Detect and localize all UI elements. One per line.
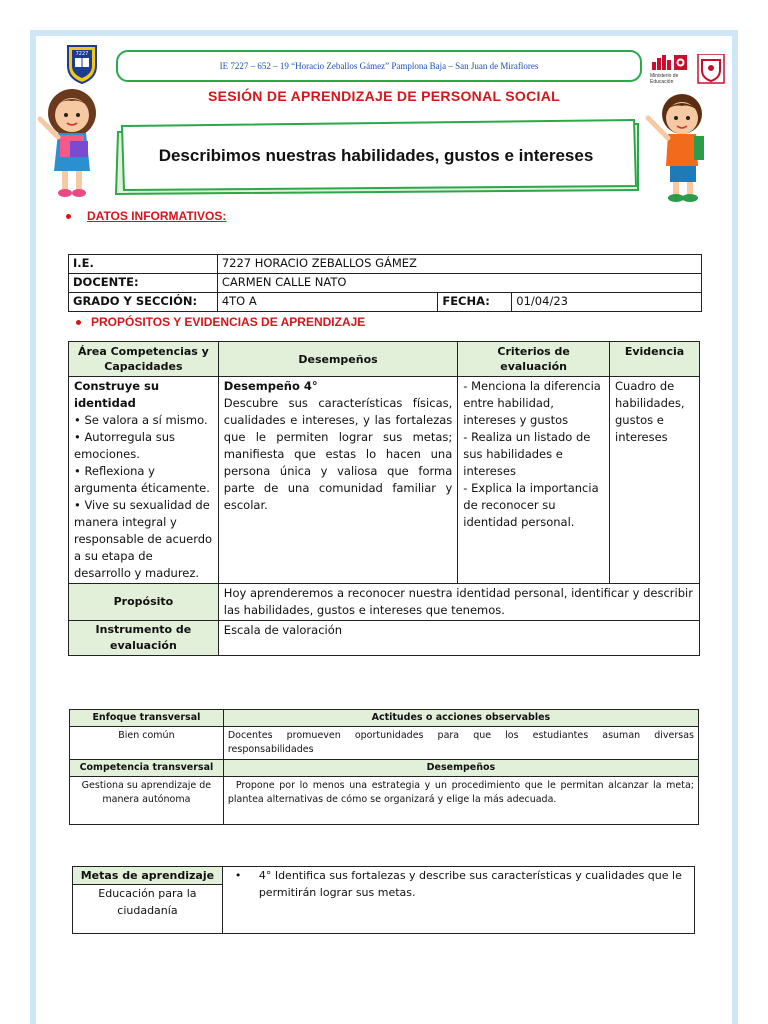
boy-illustration-icon	[638, 88, 714, 206]
evidencia-cell: Cuadro de habilidades, gustos e intereses	[610, 377, 700, 584]
criterios-header: Criterios de evaluación	[458, 342, 610, 377]
school-crest-icon	[66, 44, 98, 84]
capacidad-item: • Se valora a sí mismo.	[74, 413, 208, 427]
table-row	[69, 293, 702, 312]
table-header-row	[70, 760, 699, 777]
docente-label: DOCENTE:	[69, 274, 218, 293]
area-header: Área Competencias y Capacidades	[69, 342, 219, 377]
table-row	[69, 274, 702, 293]
desempeno-cell	[218, 377, 457, 584]
table-row	[70, 777, 699, 825]
table-row	[69, 584, 700, 621]
school-line: IE 7227 – 652 – 19 “Horacio Zeballos Gámez” Pamplona Baja – San Juan de Miraflores	[219, 61, 539, 71]
meta-cell	[222, 867, 694, 934]
school-header-bar	[116, 50, 642, 82]
competencia-cell	[69, 377, 219, 584]
capacidad-item: • Reflexiona y argumenta éticamente.	[74, 464, 210, 495]
docente-value: CARMEN CALLE NATO	[217, 274, 701, 293]
propositos-table	[68, 341, 700, 656]
desempeno-title: Desempeño 4°	[223, 379, 318, 393]
fecha-value: 01/04/23	[512, 293, 702, 312]
instrumento-label: Instrumento de evaluación	[69, 621, 219, 656]
criterio-item: - Explica la importancia de reconocer su identidad personal.	[463, 481, 599, 529]
enfoque-table	[69, 709, 699, 825]
info-table	[68, 254, 702, 312]
proposito-text: Hoy aprenderemos a reconocer nuestra identidad personal, identificar y describir las habilidades, gustos e intereses que tenemos.	[218, 584, 699, 621]
criterio-item: - Realiza un listado de sus habilidades e intereses	[463, 430, 591, 478]
criterios-cell	[458, 377, 610, 584]
competencia-title: Construye su identidad	[74, 379, 160, 410]
grado-value: 4TO A	[217, 293, 438, 312]
evidencia-header: Evidencia	[610, 342, 700, 377]
capacidad-item: • Vive su sexualidad de manera integral y responsable de acuerdo a su etapa de desarrollo y madurez.	[74, 498, 213, 580]
metas-header: Metas de aprendizaje	[73, 867, 223, 885]
session-subtitle: Describimos nuestras habilidades, gustos e intereses	[158, 146, 594, 165]
enfoque-header: Enfoque transversal	[70, 710, 224, 727]
instrumento-text: Escala de valoración	[218, 621, 699, 656]
meta-text: 4° Identifica sus fortalezas y describe sus características y cualidades que le permitirán lograr sus metas.	[258, 869, 682, 899]
meta-item	[234, 867, 686, 901]
enfoque-value: Bien común	[70, 727, 224, 760]
datos-heading-text: DATOS INFORMATIVOS:	[87, 209, 227, 223]
metas-area: Educación para la ciudadanía	[73, 885, 223, 934]
table-row	[69, 377, 700, 584]
bullet-icon	[76, 320, 81, 325]
table-header-row	[69, 342, 700, 377]
table-row	[73, 867, 695, 885]
bullet-icon	[66, 214, 71, 219]
ministerio-label: Ministerio de Educación	[650, 73, 679, 85]
criterio-item: - Menciona la diferencia entre habilidad, intereses y gustos	[463, 379, 601, 427]
table-row	[70, 727, 699, 760]
table-row	[69, 255, 702, 274]
bullet-icon: •	[234, 869, 242, 882]
competencia-transversal-header: Competencia transversal	[70, 760, 224, 777]
competencia-transversal-value: Gestiona su aprendizaje de manera autónoma	[70, 777, 224, 825]
desempenos-transversal-header: Desempeños	[223, 760, 698, 777]
table-row	[69, 621, 700, 656]
proposito-label: Propósito	[69, 584, 219, 621]
table-header-row	[70, 710, 699, 727]
fecha-label: FECHA:	[438, 293, 512, 312]
desempenos-header: Desempeños	[218, 342, 457, 377]
capacidad-item: • Autorregula sus emociones.	[74, 430, 175, 461]
actitudes-header: Actitudes o acciones observables	[223, 710, 698, 727]
ie-label: I.E.	[69, 255, 218, 274]
metas-table	[72, 866, 695, 934]
datos-heading	[66, 209, 226, 223]
ie-value: 7227 HORACIO ZEBALLOS GÁMEZ	[217, 255, 701, 274]
propositos-heading	[76, 315, 365, 329]
grado-label: GRADO Y SECCIÓN:	[69, 293, 218, 312]
crest-number: 7227	[75, 51, 89, 57]
girl-illustration-icon	[32, 85, 106, 203]
page-title: SESIÓN DE APRENDIZAJE DE PERSONAL SOCIAL	[208, 88, 560, 104]
actitudes-value: Docentes promueven oportunidades para que los estudiantes asuman diversas responsabilidades	[223, 727, 698, 760]
propositos-heading-text: PROPÓSITOS Y EVIDENCIAS DE APRENDIZAJE	[91, 315, 366, 329]
desempenos-transversal-value: Propone por lo menos una estrategia y un procedimiento que le permitan alcanzar la meta; plantea alternativas de cómo se organizará y elige la más adecuada.	[223, 777, 698, 825]
desempeno-text: Descubre sus características físicas, cualidades e intereses, y las fortalezas que le permiten lograr sus metas; manifiesta que estas lo hacen una persona única y valiosa que forma parte de una comunidad familiar y escolar.	[223, 396, 453, 512]
